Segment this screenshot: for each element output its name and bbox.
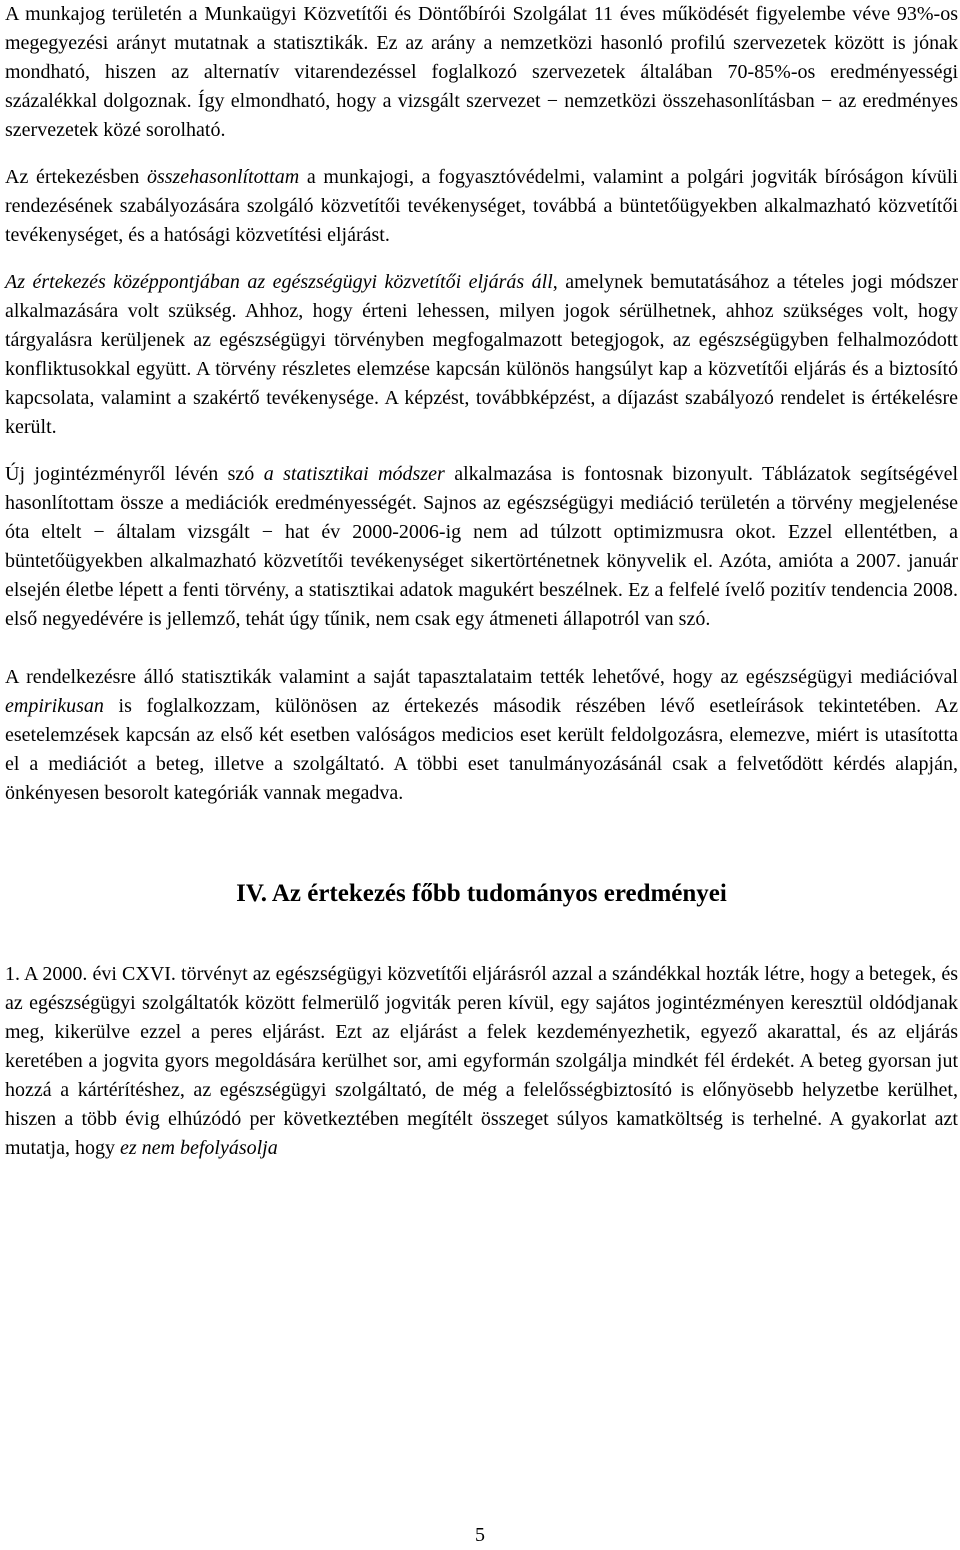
page-number: 5 [475,1524,485,1546]
paragraph-text: A rendelkezésre álló statisztikák valamint a saját tapasztalataim tették lehetővé, hogy az egészségügyi mediációval [5,666,958,688]
paragraph-statistical-method [5,460,958,634]
emphasis-text: a statisztikai módszer [263,463,445,485]
paragraph-text: is foglalkozzam, különösen az értekezés második részében lévő esetleírások tekintetében. Az esetelemzések kapcsán az első két esetben valóságos medicios eset került feldolgozásra, elemezve, miért is utasította el a mediációt a beteg, illetve a szolgáltató. A többi eset tanulmányozásánál csak a felvetődött kérdés alapján, önkényesen besorolt kategóriák vannak megadva. [5,695,958,804]
paragraph-text: A munkajog területén a Munkaügyi Közvetítői és Döntőbírói Szolgálat 11 éves működését figyelembe véve 93%-os megegyezési arányt mutatnak a statisztikák. Ez az arány a nemzetközi hasonló profilú szervezetek között is jónak mondható, hiszen az alternatív vitarendezéssel foglalkozó szervezetek általában 70-85%-os eredményességi százalékkal dolgoznak. Így elmondható, hogy a vizsgált szervezet − nemzetközi összehasonlításban − az eredményes szervezetek közé sorolható. [5,3,958,141]
paragraph-statistics [5,0,958,145]
paragraph-text: a munkajogi, a fogyasztóvédelmi, valamint a polgári jogviták bíróságon kívüli rendezésének szabályozására szolgáló közvetítői tevékenységet, továbbá a büntetőügyekben alkalmazható közvetítői tevékenységet, és a hatósági közvetítési eljárást. [5,166,958,246]
section-heading: IV. Az értekezés főbb tudományos eredményei [236,880,727,907]
paragraph-text: Új jogintézményről lévén szó [5,463,264,485]
document-page [5,0,958,1163]
emphasis-text: összehasonlítottam [146,166,300,188]
paragraph-result-1 [5,960,958,1163]
emphasis-text: ez nem befolyásolja [119,1137,278,1159]
emphasis-text: empirikusan [5,695,104,717]
paragraph-text: Az értekezésben [5,166,147,188]
paragraph-focus [5,268,958,442]
paragraph-text: 1. A 2000. évi CXVI. törvényt az egészségügyi közvetítői eljárásról azzal a szándékkal hozták létre, hogy a betegek, és az egészségügyi szolgáltatók között felmerülő jogviták peren kívül, egy sajátos jogintézményen keresztül oldódjanak meg, kikerülve ezzel a peres eljárást. Ezt az eljárást a felek kezdeményezhetik, egyező akarattal, és az eljárás keretében a jogvita gyors megoldására kerülhet sor, ami egyformán szolgálja mindkét fél érdekét. A beteg gyorsan jut hozzá a kártérítéshez, az egészségügyi szolgáltató, de még a felelősségbiztosító is előnyösebb helyzetbe kerülhet, hiszen a több évig elhúzódó per következtében megítélt összeget súlyos kamatköltség is terhelné. A gyakorlat azt mutatja, hogy [5,963,958,1159]
paragraph-text: alkalmazása is fontosnak bizonyult. Táblázatok segítségével hasonlítottam össze a mediációk eredményességét. Sajnos az egészségügyi mediáció területén a törvény megjelenése óta eltelt − általam vizsgált − hat év 2000-2006-ig nem ad túlzott optimizmusra okot. Ezzel ellentétben, a büntetőügyekben alkalmazható közvetítői tevékenységet sikertörténetnek könyvelik el. Azóta, amióta a 2007. január elsején életbe lépett a fenti törvény, a statisztikai adatok magukért beszélnek. Ez a felfelé ívelő pozitív tendencia 2008. első negyedévére is jellemző, tehát úgy tűnik, nem csak egy átmeneti állapotról van szó. [5,463,958,630]
emphasis-text: Az értekezés középpontjában az egészségügyi közvetítői eljárás áll [5,271,553,293]
paragraph-comparison [5,163,958,250]
paragraph-text: , amelynek bemutatásához a tételes jogi módszer alkalmazására volt szükség. Ahhoz, hogy érteni lehessen, milyen jogok sérülhetnek, ahhoz szükséges volt, hogy tárgyalásra kerüljenek az egészségügyi törvényben megfogalmazott betegjogok, az egészségügyben felhalmozódott konfliktusokkal együtt. A törvény részletes elemzése kapcsán különös hangsúlyt kap a közvetítői eljárás és a biztosító kapcsolata, valamint a szakértő tevékenysége. A képzést, továbbképzést, a díjazást szabályozó rendelet is értékelésre került. [5,271,958,438]
paragraph-empirical [5,663,958,808]
